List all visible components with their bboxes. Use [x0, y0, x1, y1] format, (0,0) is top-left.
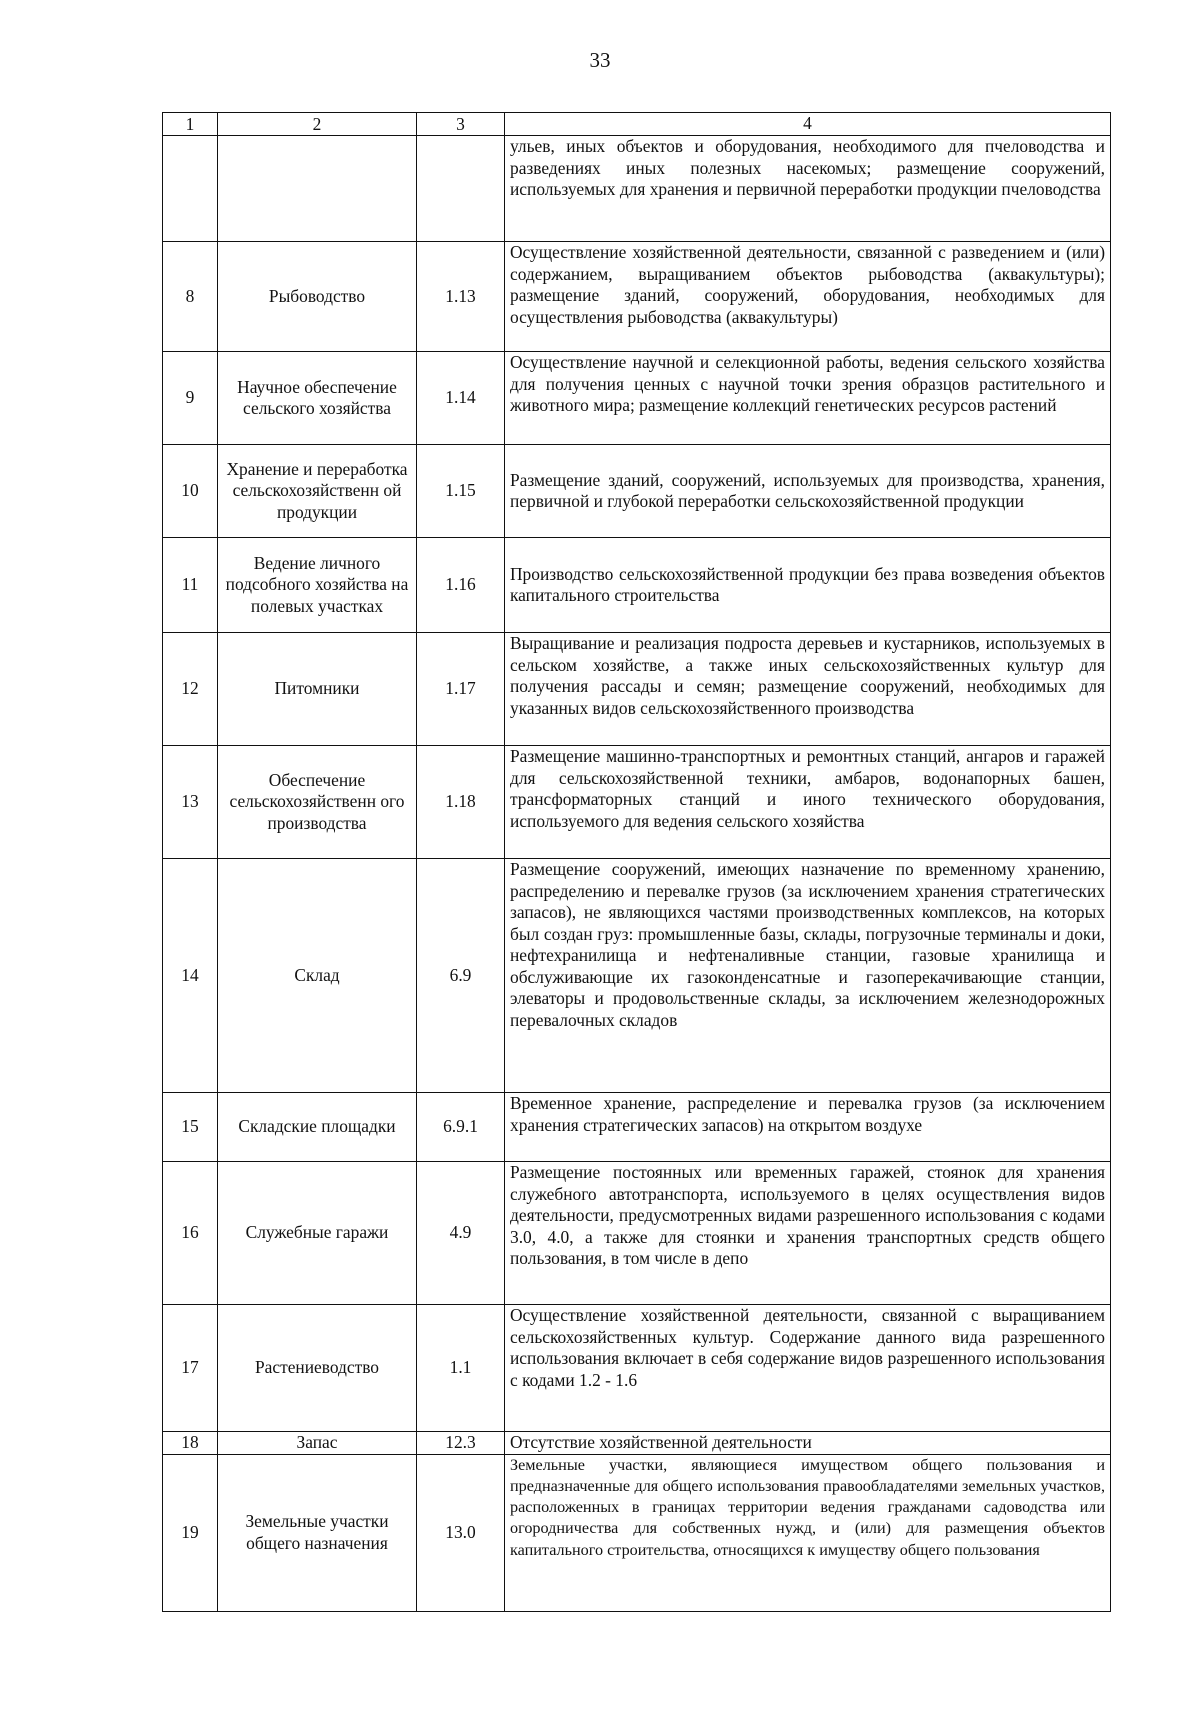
row-description: Осуществление хозяйственной деятельности, связанной с выращиванием сельскохозяйственных культур. Содержание данного вида разрешенного использования включает в себя содержание видов разрешенного использования с кодами 1.2 - 1.6: [505, 1305, 1111, 1432]
row-number: 9: [163, 352, 218, 445]
table-row: [163, 633, 1111, 746]
table-row: [163, 1093, 1111, 1162]
row-name: Растениеводство: [218, 1305, 417, 1432]
table-row: [163, 352, 1111, 445]
table-row: [163, 136, 1111, 242]
table-row: [163, 445, 1111, 538]
header-col-4: 4: [505, 113, 1111, 136]
header-col-3: 3: [417, 113, 505, 136]
row-description: Размещение постоянных или временных гаражей, стоянок для хранения служебного автотранспорта, используемого в целях осуществления видов деятельности, предусмотренных видами разрешенного использования с кодами 3.0, 4.0, а также для стоянки и хранения транспортных средств общего пользования, в том числе в депо: [505, 1162, 1111, 1305]
page-number: 33: [589, 48, 611, 72]
row-description: Земельные участки, являющиеся имуществом общего пользования и предназначенные для общего использования правообладателями земельных участков, расположенных в границах территории ведения гражданами садоводства или огородничества для собственных нужд, и (или) для размещения объектов капитального строительства, относящихся к имуществу общего пользования: [505, 1454, 1111, 1611]
row-code: 1.18: [417, 746, 505, 859]
row-name: Земельные участки общего назначения: [218, 1454, 417, 1611]
row-code: 1.14: [417, 352, 505, 445]
table-row: [163, 538, 1111, 633]
row-number: 13: [163, 746, 218, 859]
row-number: 18: [163, 1432, 218, 1455]
row-description: Отсутствие хозяйственной деятельности: [505, 1432, 1111, 1455]
row-description: Размещение сооружений, имеющих назначение по временному хранению, распределению и перевалке грузов (за исключением хранения стратегических запасов), не являющихся частями производственных комплексов, на которых был создан груз: промышленные базы, склады, погрузочные терминалы и доки, нефтехранилища и нефтеналивные станции, газовые хранилища и обслуживающие их газоконденсатные и газоперекачивающие станции, элеваторы и продовольственные склады, за исключением железнодорожных перевалочных складов: [505, 859, 1111, 1093]
row-description: Производство сельскохозяйственной продукции без права возведения объектов капитального строительства: [505, 538, 1111, 633]
row-name: [218, 136, 417, 242]
row-description: Осуществление научной и селекционной работы, ведения сельского хозяйства для получения ценных с научной точки зрения образцов растительного и животного мира; размещение коллекций генетических ресурсов растений: [505, 352, 1111, 445]
row-code: 1.15: [417, 445, 505, 538]
table-row: [163, 242, 1111, 352]
row-code: 13.0: [417, 1454, 505, 1611]
row-number: 10: [163, 445, 218, 538]
row-name: Хранение и переработка сельскохозяйственн ой продукции: [218, 445, 417, 538]
row-number: 14: [163, 859, 218, 1093]
header-col-2: 2: [218, 113, 417, 136]
row-name: Служебные гаражи: [218, 1162, 417, 1305]
row-number: 11: [163, 538, 218, 633]
row-code: 6.9.1: [417, 1093, 505, 1162]
row-name: Научное обеспечение сельского хозяйства: [218, 352, 417, 445]
row-number: 16: [163, 1162, 218, 1305]
row-number: 17: [163, 1305, 218, 1432]
table-row: [163, 859, 1111, 1093]
row-code: 12.3: [417, 1432, 505, 1455]
row-code: 1.1: [417, 1305, 505, 1432]
table-row: [163, 746, 1111, 859]
row-name: Рыбоводство: [218, 242, 417, 352]
row-number: 19: [163, 1454, 218, 1611]
table-header-row: [163, 113, 1111, 136]
row-name: Склад: [218, 859, 417, 1093]
row-description: Осуществление хозяйственной деятельности, связанной с разведением и (или) содержанием, выращиванием объектов рыбоводства (аквакультуры); размещение зданий, сооружений, оборудования, необходимых для осуществления рыбоводства (аквакультуры): [505, 242, 1111, 352]
row-code: 1.13: [417, 242, 505, 352]
row-number: 8: [163, 242, 218, 352]
row-code: 1.17: [417, 633, 505, 746]
row-name: Запас: [218, 1432, 417, 1455]
header-col-1: 1: [163, 113, 218, 136]
row-name: Обеспечение сельскохозяйственн ого производства: [218, 746, 417, 859]
row-number: 12: [163, 633, 218, 746]
row-code: 6.9: [417, 859, 505, 1093]
table-row: [163, 1432, 1111, 1455]
table-row: [163, 1162, 1111, 1305]
row-code: 4.9: [417, 1162, 505, 1305]
row-description: Размещение машинно-транспортных и ремонтных станций, ангаров и гаражей для сельскохозяйственной техники, амбаров, водонапорных башен, трансформаторных станций и иного технического оборудования, используемого для ведения сельского хозяйства: [505, 746, 1111, 859]
row-number: [163, 136, 218, 242]
row-number: 15: [163, 1093, 218, 1162]
row-code: [417, 136, 505, 242]
row-name: Складские площадки: [218, 1093, 417, 1162]
row-description: Выращивание и реализация подроста деревьев и кустарников, используемых в сельском хозяйстве, а также иных сельскохозяйственных культур для получения рассады и семян; размещение сооружений, необходимых для указанных видов сельскохозяйственного производства: [505, 633, 1111, 746]
table-row: [163, 1454, 1111, 1611]
row-name: Ведение личного подсобного хозяйства на полевых участках: [218, 538, 417, 633]
row-name: Питомники: [218, 633, 417, 746]
table-row: [163, 1305, 1111, 1432]
row-code: 1.16: [417, 538, 505, 633]
row-description: Размещение зданий, сооружений, используемых для производства, хранения, первичной и глубокой переработки сельскохозяйственной продукции: [505, 445, 1111, 538]
land-use-table: [162, 112, 1111, 1612]
row-description: ульев, иных объектов и оборудования, необходимого для пчеловодства и разведениях иных полезных насекомых; размещение сооружений, используемых для хранения и первичной переработки продукции пчеловодства: [505, 136, 1111, 242]
row-description: Временное хранение, распределение и перевалка грузов (за исключением хранения стратегических запасов) на открытом воздухе: [505, 1093, 1111, 1162]
